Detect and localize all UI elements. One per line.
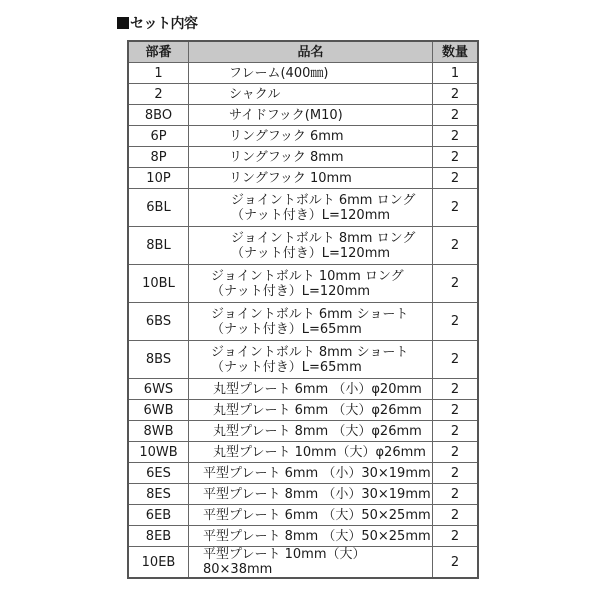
table-row	[128, 168, 478, 189]
item-name-cell	[189, 63, 433, 84]
item-name-line: 丸型プレート 10mm（大）φ26mm	[213, 444, 426, 460]
part-number-cell: 8ES	[128, 484, 189, 505]
table-row	[128, 105, 478, 126]
quantity-cell: 2	[433, 463, 479, 484]
table-row	[128, 379, 478, 400]
item-name-cell	[189, 463, 433, 484]
part-number-cell: 8WB	[128, 421, 189, 442]
quantity-cell: 2	[433, 147, 479, 168]
table-row	[128, 463, 478, 484]
table-row	[128, 147, 478, 168]
quantity-cell: 2	[433, 105, 479, 126]
square-bullet-icon	[117, 17, 129, 29]
table-row	[128, 442, 478, 463]
quantity-cell: 2	[433, 442, 479, 463]
item-name-line: ジョイントボルト 8mm ロング	[231, 230, 416, 246]
item-name-cell	[189, 442, 433, 463]
item-name-line: （ナット付き）L=120mm	[231, 207, 391, 223]
item-name-cell	[189, 168, 433, 189]
part-number-cell: 6EB	[128, 505, 189, 526]
item-name-line: リングフック 10mm	[229, 170, 352, 186]
item-name-line: ジョイントボルト 6mm ロング	[231, 192, 416, 208]
item-name-line: 平型プレート 6mm （大）50×25mm	[203, 507, 431, 523]
item-name-line: リングフック 6mm	[229, 128, 344, 144]
part-number-cell: 6P	[128, 126, 189, 147]
item-name-cell	[189, 105, 433, 126]
part-number-cell: 8EB	[128, 526, 189, 547]
table-row	[128, 126, 478, 147]
item-name-line: 平型プレート 8mm （大）50×25mm	[203, 528, 431, 544]
part-number-cell: 8BO	[128, 105, 189, 126]
item-name-line: 平型プレート 6mm （小）30×19mm	[203, 465, 431, 481]
item-name-line: 平型プレート 8mm （小）30×19mm	[203, 486, 431, 502]
table-row	[128, 265, 478, 303]
item-name-line: （ナット付き）L=120mm	[231, 245, 391, 261]
quantity-cell: 2	[433, 84, 479, 105]
quantity-cell: 2	[433, 484, 479, 505]
quantity-cell: 2	[433, 505, 479, 526]
item-name-line: 丸型プレート 6mm （小）φ20mm	[213, 381, 422, 397]
part-number-cell: 10WB	[128, 442, 189, 463]
table-header-row	[128, 41, 478, 63]
quantity-cell: 2	[433, 526, 479, 547]
quantity-cell: 2	[433, 189, 479, 227]
part-number-cell: 6WB	[128, 400, 189, 421]
part-number-cell: 10P	[128, 168, 189, 189]
quantity-cell: 2	[433, 126, 479, 147]
item-name-cell	[189, 303, 433, 341]
item-name-line: シャクル	[229, 86, 281, 102]
table-row	[128, 505, 478, 526]
section-title-text: セット内容	[130, 16, 198, 32]
quantity-cell: 2	[433, 400, 479, 421]
item-name-cell	[189, 526, 433, 547]
item-name-cell	[189, 126, 433, 147]
table-row	[128, 341, 478, 379]
part-number-cell: 1	[128, 63, 189, 84]
table-row	[128, 303, 478, 341]
part-number-cell: 6BL	[128, 189, 189, 227]
quantity-cell: 2	[433, 168, 479, 189]
table-row	[128, 227, 478, 265]
part-number-cell: 6ES	[128, 463, 189, 484]
part-number-cell: 8BL	[128, 227, 189, 265]
item-name-cell	[189, 379, 433, 400]
part-number-cell: 10EB	[128, 547, 189, 579]
header-part-number: 部番	[128, 41, 189, 63]
part-number-cell: 6WS	[128, 379, 189, 400]
part-number-cell: 8BS	[128, 341, 189, 379]
header-item-name: 品名	[189, 41, 433, 63]
item-name-cell	[189, 505, 433, 526]
item-name-line: 平型プレート 10mm（大）80×38mm	[203, 547, 366, 577]
table-row	[128, 547, 478, 579]
item-name-cell	[189, 147, 433, 168]
item-name-line: サイドフック(M10)	[229, 107, 343, 123]
part-number-cell: 2	[128, 84, 189, 105]
item-name-cell	[189, 341, 433, 379]
quantity-cell: 2	[433, 421, 479, 442]
quantity-cell: 2	[433, 547, 479, 579]
quantity-cell: 1	[433, 63, 479, 84]
item-name-line: リングフック 8mm	[229, 149, 344, 165]
part-number-cell: 6BS	[128, 303, 189, 341]
item-name-line: ジョイントボルト 10mm ロング	[211, 268, 404, 284]
part-number-cell: 8P	[128, 147, 189, 168]
table-row	[128, 63, 478, 84]
item-name-line: ジョイントボルト 6mm ショート	[211, 306, 409, 322]
table-body	[128, 63, 478, 579]
item-name-line: （ナット付き）L=65mm	[211, 321, 362, 337]
part-number-cell: 10BL	[128, 265, 189, 303]
quantity-cell: 2	[433, 379, 479, 400]
item-name-cell	[189, 227, 433, 265]
item-name-line: （ナット付き）L=65mm	[211, 359, 362, 375]
item-name-cell	[189, 400, 433, 421]
table-row	[128, 526, 478, 547]
quantity-cell: 2	[433, 303, 479, 341]
item-name-line: 丸型プレート 6mm （大）φ26mm	[213, 402, 422, 418]
table-row	[128, 189, 478, 227]
item-name-line: 丸型プレート 8mm （大）φ26mm	[213, 423, 422, 439]
table-row	[128, 421, 478, 442]
quantity-cell: 2	[433, 265, 479, 303]
item-name-line: ジョイントボルト 8mm ショート	[211, 344, 409, 360]
item-name-cell	[189, 484, 433, 505]
quantity-cell: 2	[433, 227, 479, 265]
header-quantity: 数量	[433, 41, 479, 63]
item-name-cell	[189, 265, 433, 303]
quantity-cell: 2	[433, 341, 479, 379]
table-row	[128, 484, 478, 505]
item-name-cell	[189, 84, 433, 105]
item-name-line: （ナット付き）L=120mm	[211, 283, 371, 299]
table-row	[128, 84, 478, 105]
table-row	[128, 400, 478, 421]
item-name-cell	[189, 547, 433, 579]
item-name-cell	[189, 189, 433, 227]
item-name-line: フレーム(400㎜)	[229, 65, 329, 81]
section-title	[117, 13, 198, 33]
item-name-cell	[189, 421, 433, 442]
parts-table	[127, 40, 479, 579]
